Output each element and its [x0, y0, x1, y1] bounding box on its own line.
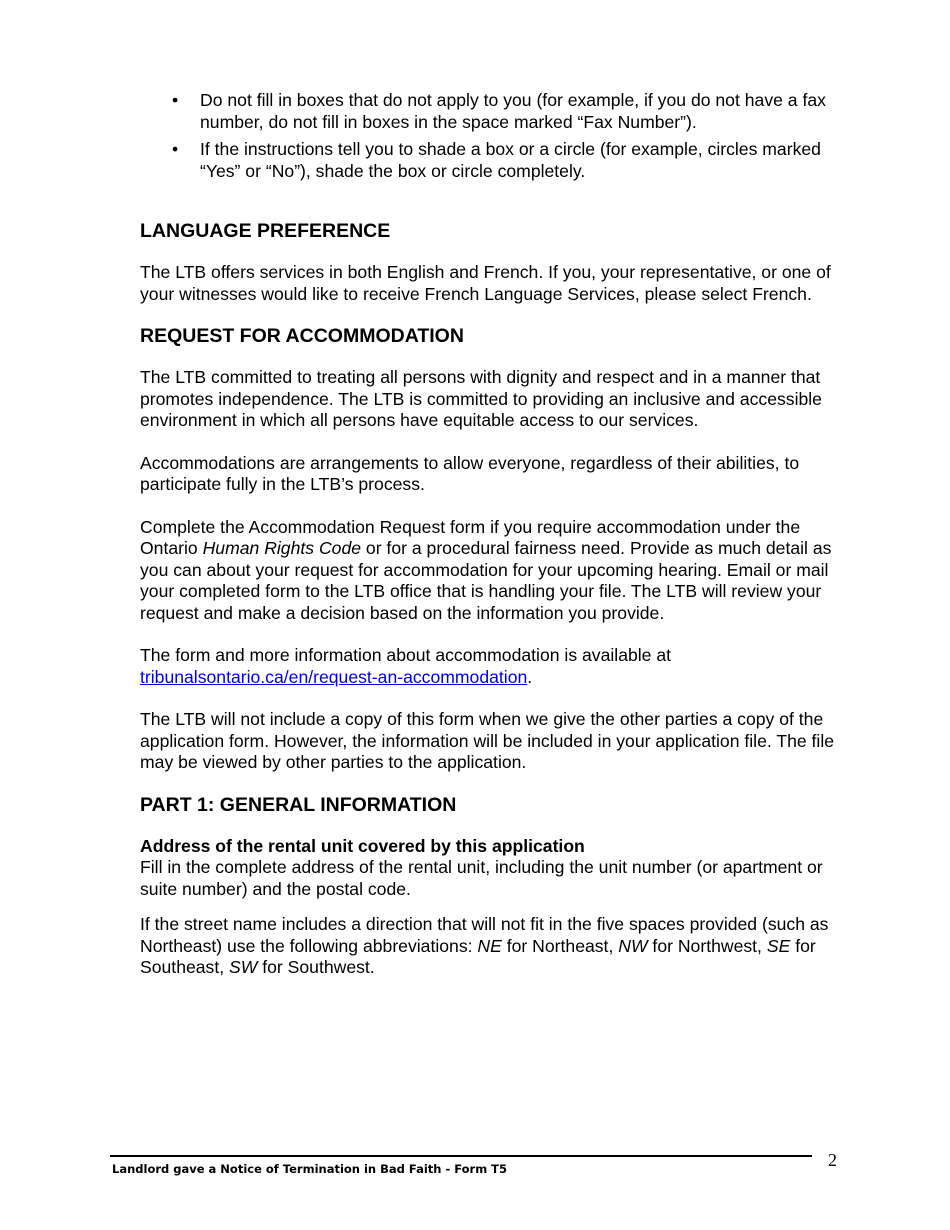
bullet-text: If the instructions tell you to shade a box or a circle (for example, circles marked “Yes” or “No”), shade the box or circle completely.: [200, 139, 821, 181]
language-heading: LANGUAGE PREFERENCE: [140, 220, 391, 242]
text-run: for Northeast,: [501, 935, 619, 956]
part1-heading: PART 1: GENERAL INFORMATION: [140, 793, 457, 816]
rental-address-subheading: Address of the rental unit covered by this application: [140, 835, 585, 856]
text-run: .: [527, 666, 533, 687]
text-run: If the street name includes a direction that will not fit in the five spaces provided (such as Northeast) use the following abbreviations:: [140, 914, 829, 956]
bullet-icon: •: [172, 90, 179, 110]
accommodation-paragraph-4: [140, 645, 845, 688]
abbr-se: SE: [766, 935, 791, 956]
list-item: [140, 139, 845, 182]
part1-paragraph-1: Fill in the complete address of the rental unit, including the unit number (or apartment or suite number) and the postal code.: [140, 857, 823, 899]
abbr-nw: NW: [618, 935, 648, 956]
list-item: [140, 90, 845, 133]
abbr-ne: NE: [477, 935, 502, 956]
bullet-icon: •: [172, 139, 179, 159]
accommodation-paragraph-1: The LTB committed to treating all persons with dignity and respect and in a manner that promotes independence. The LTB is committed to providing an inclusive and accessible environment in which all persons have equitable access to our services.: [140, 367, 822, 430]
page-number: 2: [828, 1150, 837, 1170]
document-body: [140, 90, 845, 979]
accommodation-paragraph-3: [140, 517, 845, 625]
human-rights-code-italic: Human Rights Code: [202, 538, 362, 558]
text-run: The form and more information about accommodation is available at: [140, 645, 672, 665]
accommodation-heading: REQUEST FOR ACCOMMODATION: [140, 325, 464, 347]
text-run: or for a procedural fairness need. Provide as much detail as you can about your request for accommodation for your upcoming hearing. Email or mail your completed form to the LTB office that is handling your file. The LTB will review your request and make a decision based on the information you provide.: [140, 538, 832, 623]
accommodation-paragraph-5: The LTB will not include a copy of this form when we give the other parties a copy of the application form. However, the information will be included in your application file. The file may be viewed by other parties to the application.: [140, 709, 835, 772]
accommodation-paragraph-2: Accommodations are arrangements to allow everyone, regardless of their abilities, to participate fully in the LTB’s process.: [140, 452, 800, 494]
abbr-sw: SW: [229, 957, 258, 977]
footer-rule: [110, 1155, 812, 1157]
text-run: for Southwest.: [257, 957, 375, 977]
part1-paragraph-2: [140, 914, 845, 979]
accommodation-link[interactable]: tribunalsontario.ca/en/request-an-accommodation: [140, 666, 528, 687]
instruction-bullets: [140, 90, 845, 182]
bullet-text: Do not fill in boxes that do not apply to you (for example, if you do not have a fax number, do not fill in boxes in the space marked “Fax Number”).: [200, 90, 826, 132]
text-run: for Northwest,: [647, 935, 767, 956]
footer-form-title: Landlord gave a Notice of Termination in Bad Faith - Form T5: [112, 1162, 508, 1176]
language-paragraph: The LTB offers services in both English and French. If you, your representative, or one of your witnesses would like to receive French Language Services, please select French.: [140, 262, 831, 304]
text-run: for Southeast,: [140, 935, 816, 977]
text-run: Complete the Accommodation Request form if you require accommodation under the Ontario: [140, 516, 801, 558]
